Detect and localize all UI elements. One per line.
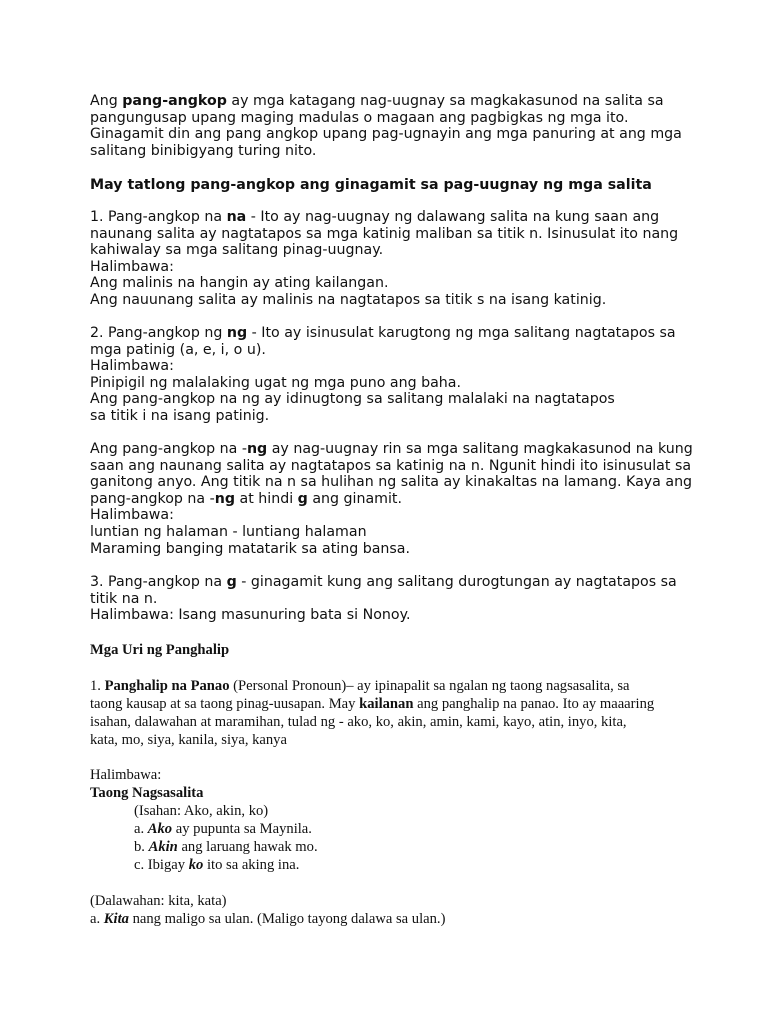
heading-text: Mga Uri ng Panghalip xyxy=(90,642,230,658)
text: pang-angkop na - xyxy=(90,490,215,507)
text: taong kausap at sa taong pinag-uusapan. May xyxy=(90,696,360,712)
term-panghalip-na-panao: Panghalip na Panao xyxy=(104,678,230,694)
text: Ang xyxy=(90,93,123,109)
example-a xyxy=(90,820,690,838)
text: ay mga katagang nag-uugnay sa magkakasunod na salita sa xyxy=(226,93,664,109)
term-na: na xyxy=(226,209,247,225)
item2-line-1 xyxy=(90,325,690,342)
term-g: g xyxy=(226,574,237,590)
text: a. xyxy=(90,911,104,927)
emphasis: Ako xyxy=(147,821,173,837)
term-ng: ng xyxy=(226,325,248,341)
intro-line-1 xyxy=(90,93,690,110)
para3-line-5: Halimbawa: xyxy=(90,507,174,524)
item1-line-3: kahiwalay sa mga salitang pinag-uugnay. xyxy=(90,242,384,259)
item1-line-5: Ang malinis na hangin ay ating kailangan. xyxy=(90,275,389,292)
text: 1. Pang-angkop na xyxy=(90,209,227,225)
term-ng: ng xyxy=(214,490,235,507)
term-kailanan: kailanan xyxy=(359,696,414,712)
text: b. xyxy=(134,839,149,855)
item-3-pang-angkop-g xyxy=(90,574,690,624)
panao-line-2 xyxy=(90,695,710,713)
intro-paragraph xyxy=(90,93,690,159)
intro-line-3: Ginagamit din ang pang angkop upang pag-ugnayin ang mga panuring at ang mga xyxy=(90,126,682,143)
dalawahan-label: (Dalawahan: kita, kata) xyxy=(90,893,227,909)
item3-line-3: Halimbawa: Isang masunuring bata si Nonoy. xyxy=(90,607,411,624)
example-c xyxy=(90,856,690,874)
text: - Ito ay nag-uugnay ng dalawang salita na kung saan ang xyxy=(246,209,660,225)
text: ay pupunta sa Maynila. xyxy=(172,821,312,837)
text: nang maligo sa ulan. (Maligo tayong dalawa sa ulan.) xyxy=(128,911,446,927)
section-heading-mga-uri-ng-panghalip xyxy=(90,641,690,659)
emphasis: Akin xyxy=(148,839,178,855)
isahan-label: (Isahan: Ako, akin, ko) xyxy=(134,803,269,819)
item1-line-2: naunang salita ay nagtatapos sa mga katinig maliban sa titik n. Isinusulat ito nang xyxy=(90,225,679,242)
para3-line-6: luntian ng halaman - luntiang halaman xyxy=(90,523,367,540)
panghalip-examples xyxy=(90,766,690,928)
text: 2. Pang-angkop ng xyxy=(90,325,227,341)
spacer xyxy=(90,874,690,892)
text: a. xyxy=(134,821,148,837)
panao-line-1 xyxy=(90,677,710,695)
item2-line-6: sa titik i na isang patinig. xyxy=(90,407,270,424)
subheading-taong-nagsasalita: Taong Nagsasalita xyxy=(90,785,204,801)
item3-line-1 xyxy=(90,574,690,591)
term-g: g xyxy=(297,490,308,507)
text: - ginagamit kung ang salitang durogtungan ay nagtatapos sa xyxy=(236,574,677,590)
item1-line-6: Ang nauunang salita ay malinis na nagtatapos sa titik s na isang katinig. xyxy=(90,291,607,308)
panghalip-na-panao-paragraph xyxy=(90,677,710,749)
text: at hindi xyxy=(235,490,298,507)
halimbawa-label: Halimbawa: xyxy=(90,767,162,783)
para3-line-4 xyxy=(90,491,690,508)
item2-line-5: Ang pang-angkop na ng ay idinugtong sa salitang malalaki na nagtatapos xyxy=(90,391,615,408)
para3-line-1 xyxy=(90,441,693,458)
text: ay nag-uugnay rin sa mga salitang magkakasunod na kung xyxy=(267,441,693,457)
term-ng: ng xyxy=(246,441,268,457)
item2-line-3: Halimbawa: xyxy=(90,358,174,375)
text: 3. Pang-angkop na xyxy=(90,574,227,590)
panao-line-3: isahan, dalawahan at maramihan, tulad ng - ako, ko, akin, amin, kami, kayo, atin, inyo, kita, xyxy=(90,714,627,730)
emphasis: Kita xyxy=(103,911,129,927)
text: ang laruang hawak mo. xyxy=(177,839,318,855)
emphasis: ko xyxy=(188,857,204,873)
section-heading-tatlong-pang-angkop xyxy=(90,177,690,194)
text: c. Ibigay xyxy=(134,857,189,873)
example-dalawahan-a xyxy=(90,910,690,928)
heading-text: May tatlong pang-angkop ang ginagamit sa pag-uugnay ng mga salita xyxy=(90,177,652,193)
text: - Ito ay isinusulat karugtong ng mga salitang nagtatapos sa xyxy=(247,325,676,341)
item3-line-2: titik na n. xyxy=(90,590,158,607)
item1-line-4: Halimbawa: xyxy=(90,258,174,275)
example-b xyxy=(90,838,690,856)
text: (Personal Pronoun)– ay ipinapalit sa ngalan ng taong nagsasalita, sa xyxy=(229,678,630,694)
text: 1. xyxy=(90,678,105,694)
panao-line-4: kata, mo, siya, kanila, siya, kanya xyxy=(90,732,287,748)
para3-line-3: ganitong anyo. Ang titik na n sa hulihan ng salita ay kinakaltas na lamang. Kaya ang xyxy=(90,474,693,491)
item2-line-4: Pinipigil ng malalaking ugat ng mga puno ang baha. xyxy=(90,374,462,391)
para3-line-7: Maraming banging matatarik sa ating bansa. xyxy=(90,540,410,557)
text: ang panghalip na panao. Ito ay maaaring xyxy=(413,696,655,712)
term-pang-angkop: pang-angkop xyxy=(122,93,227,109)
text: ang ginamit. xyxy=(307,490,403,507)
text: ito sa aking ina. xyxy=(203,857,300,873)
para3-line-2: saan ang naunang salita ay nagtatapos sa katinig na n. Ngunit hindi ito isinusulat sa xyxy=(90,457,692,474)
paragraph-ng-after-n xyxy=(90,441,693,557)
intro-line-4: salitang binibigyang turing nito. xyxy=(90,142,317,159)
item-1-pang-angkop-na xyxy=(90,209,690,309)
text: Ang pang-angkop na - xyxy=(90,441,247,457)
item2-line-2: mga patinig (a, e, i, o u). xyxy=(90,341,266,358)
item1-line-1 xyxy=(90,209,690,226)
intro-line-2: pangungusap upang maging madulas o magaan ang pagbigkas ng mga ito. xyxy=(90,109,629,126)
item-2-pang-angkop-ng xyxy=(90,325,690,425)
